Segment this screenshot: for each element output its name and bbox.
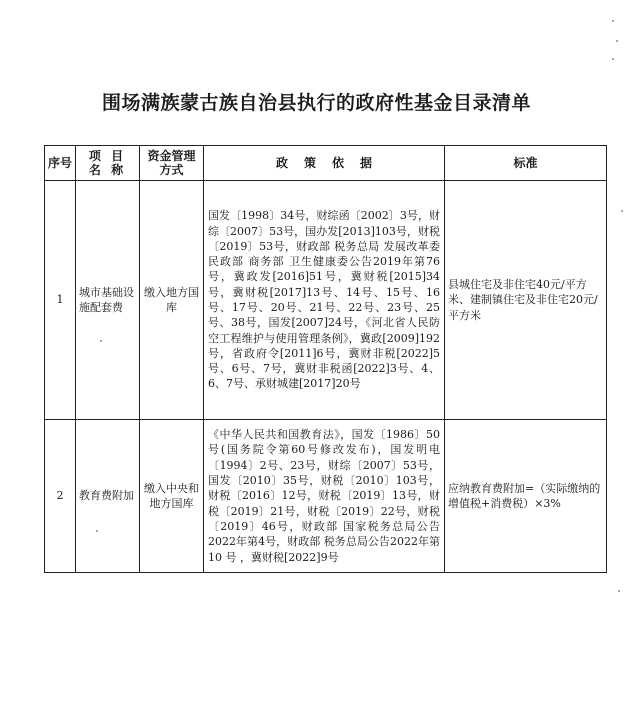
table-row — [45, 420, 607, 573]
scan-speck — [612, 20, 614, 22]
row-fund-management: 缴入地方国库 — [140, 181, 204, 420]
fund-catalog-table — [44, 145, 607, 573]
row-standard: 县城住宅及非住宅40元/平方米、建制镇住宅及非住宅20元/平方米 — [445, 181, 607, 420]
header-seq: 序号 — [45, 146, 76, 181]
header-fund-management — [140, 146, 204, 181]
row-item-name: 教育费附加 — [76, 420, 140, 573]
table-header-row — [45, 146, 607, 181]
row-item-name: 城市基础设施配套费 — [76, 181, 140, 420]
row-seq: 2 — [45, 420, 76, 573]
row-standard: 应纳教育费附加=（实际缴纳的增值税+消费税）×3% — [445, 420, 607, 573]
scan-speck — [621, 210, 623, 212]
header-fund-line2: 方式 — [159, 163, 184, 177]
header-standard: 标准 — [445, 146, 607, 181]
header-item-line2: 名 称 — [88, 163, 127, 177]
header-policy-label: 政策依据 — [275, 156, 388, 170]
page-title: 围场满族蒙古族自治县执行的政府性基金目录清单 — [101, 92, 531, 114]
scan-speck — [96, 530, 98, 532]
row-policy-basis: 国发〔1998〕34号，财综函〔2002〕3号，财综〔2007〕53号，国办发[2013]103号，财税〔2019〕53号，财政部 税务总局 发展改革委 民政部 商务部 卫生健康委公告2019年第76号，冀政发[2016]51号，冀财税[2015]34号，冀财税[2017]13号、14号、15号、16号、17号、20号、21号、22号、23号、25号、38号，国发[2007]24号，《河北省人民防空工程维护与使用管理条例》，冀政[2009]192号，省政府令[2011]6号，冀财非税[2022]5号、6号、7号，冀财非税函[2022]3号、4、6、7号、承财城建[2017]20号 — [204, 181, 445, 420]
scan-speck — [618, 590, 620, 592]
scan-speck — [100, 340, 102, 342]
table-row — [45, 181, 607, 420]
scan-speck — [616, 40, 618, 42]
header-policy-basis — [204, 146, 445, 181]
header-fund-line1: 资金管理 — [147, 149, 196, 163]
scan-speck — [612, 58, 614, 60]
row-seq: 1 — [45, 181, 76, 420]
header-item-name — [76, 146, 140, 181]
header-item-line1: 项 目 — [88, 149, 127, 163]
row-policy-basis: 《中华人民共和国教育法》，国发〔1986〕50号(国务院令第60号修改发布)，国发明电〔1994〕2号、23号，财综〔2007〕53号，国发〔2010〕35号，财税〔2010〕103号，财税〔2016〕12号，财税〔2019〕13号，财税〔2019〕21号，财税〔2019〕22号，财税〔2019〕46号，财政部 国家税务总局公告2022年第4号，财政部 税务总局公告2022年第 10 号 ，冀财税[2022]9号 — [204, 420, 445, 573]
row-fund-management: 缴入中央和地方国库 — [140, 420, 204, 573]
